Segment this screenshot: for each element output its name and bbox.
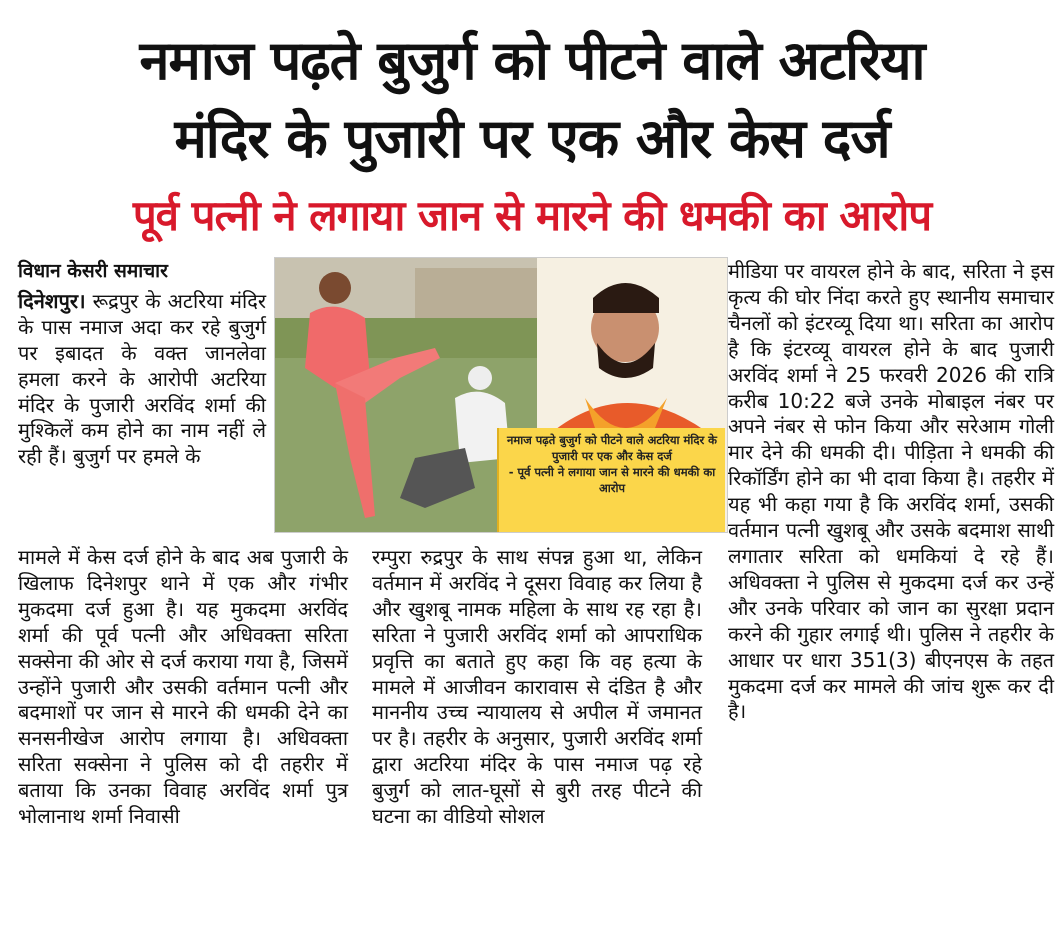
article-text-left-bottom: मामले में केस दर्ज होने के बाद अब पुजारी के खिलाफ दिनेशपुर थाने में एक और गंभीर मुकदमा दर्ज हुआ है। यह मुकदमा अरविंद शर्मा की पूर्व पत्नी और अधिवक्ता सरिता सक्सेना की ओर से दर्ज कराया गया है, जिसमें उन्होंने पुजारी और उसकी वर्तमान पत्नी और बदमाशों पर जान से मारने की धमकी देने का सनसनीखेज आरोप लगाया है। अधिवक्ता सरिता सक्सेना ने पुलिस को दी तहरीर में बताया कि उनका विवाह अरविंद शर्मा पुत्र भोलानाथ शर्मा निवासी [18, 545, 348, 829]
article-text-middle: रम्पुरा रुद्रपुर के साथ संपन्न हुआ था, लेकिन वर्तमान में अरविंद ने दूसरा विवाह कर लिया है और खुशबू नामक महिला के साथ रह रहा है। सरिता ने पुजारी अरविंद शर्मा को आपराधिक प्रवृत्ति का बताते हुए कहा कि वह हत्या के मामले में आजीवन कारावास से दंडित है और माननीय उच्च न्यायालय से अपील में जमानत पर है। तहरीर के अनुसार, पुजारी अरविंद शर्मा द्वारा अटरिया मंदिर के पास नमाज पढ़ रहे बुजुर्ग को लात-घूसों से बुरी तरह पीटने की घटना का वीडियो सोशल [372, 545, 702, 829]
headline-line-1: नमाज पढ़ते बुजुर्ग को पीटने वाले अटरिया [139, 29, 925, 92]
article-column-right [728, 259, 1054, 725]
headline-line-2: मंदिर के पुजारी पर एक और केस दर्ज [174, 107, 890, 170]
photo-caption-line-2: - पूर्व पत्नी ने लगाया जान से मारने की धमकी का आरोप [508, 465, 716, 495]
article-column-left-bottom [18, 545, 348, 830]
photo-caption-line-1: नमाज पढ़ते बुजुर्ग को पीटने वाले अटरिया मंदिर के पुजारी पर एक और केस दर्ज [506, 433, 717, 463]
article-column-left-top [18, 259, 266, 470]
article-lead [18, 289, 266, 470]
article-text-left-top: रूद्रपुर के अटरिया मंदिर के पास नमाज अदा कर रहे बुजुर्ग पर इबादत के वक्त जानलेवा हमला करने के आरोपी अटरिया मंदिर के पुजारी अरविंद शर्मा की मुश्किलें कम होने का नाम नहीं ले रही हैं। बुजुर्ग पर हमले के [18, 288, 266, 469]
article-text-right: मीडिया पर वायरल होने के बाद, सरिता ने इस कृत्य की घोर निंदा करते हुए स्थानीय समाचार चैनलों को इंटरव्यू दिया था। सरिता का आरोप है कि इंटरव्यू वायरल होने के बाद पुजारी अरविंद शर्मा ने 25 फरवरी 2026 की रात्रि करीब 10:22 बजे उनके मोबाइल नंबर पर अपने नंबर से फोन किया और सरेआम गोली मार देने की धमकी दी। पीड़िता ने धमकी की रिकॉर्डिंग होने का भी दावा किया है। तहरीर में यह भी कहा गया है कि अरविंद शर्मा, उसकी वर्तमान पत्नी खुशबू और उसके बदमाश साथी लगातार सरिता को धमकियां दे रहे हैं। अधिवक्ता ने पुलिस से मुकदमा दर्ज कर उन्हें और उनके परिवार को जान का सुरक्षा प्रदान करने की गुहार लगाई थी। पुलिस ने तहरीर के आधार पर धारा 351(3) बीएनएस के तहत मुकदमा दर्ज कर मामले की जांच शुरू कर दी है। [728, 259, 1054, 724]
news-photo [274, 257, 728, 533]
subheadline: पूर्व पत्नी ने लगाया जान से मारने की धमकी का आरोप [132, 191, 932, 240]
article-column-middle [372, 545, 702, 830]
dateline: दिनेशपुर। [18, 288, 86, 313]
byline: विधान केसरी समाचार [18, 260, 168, 282]
photo-caption-box [497, 428, 725, 532]
